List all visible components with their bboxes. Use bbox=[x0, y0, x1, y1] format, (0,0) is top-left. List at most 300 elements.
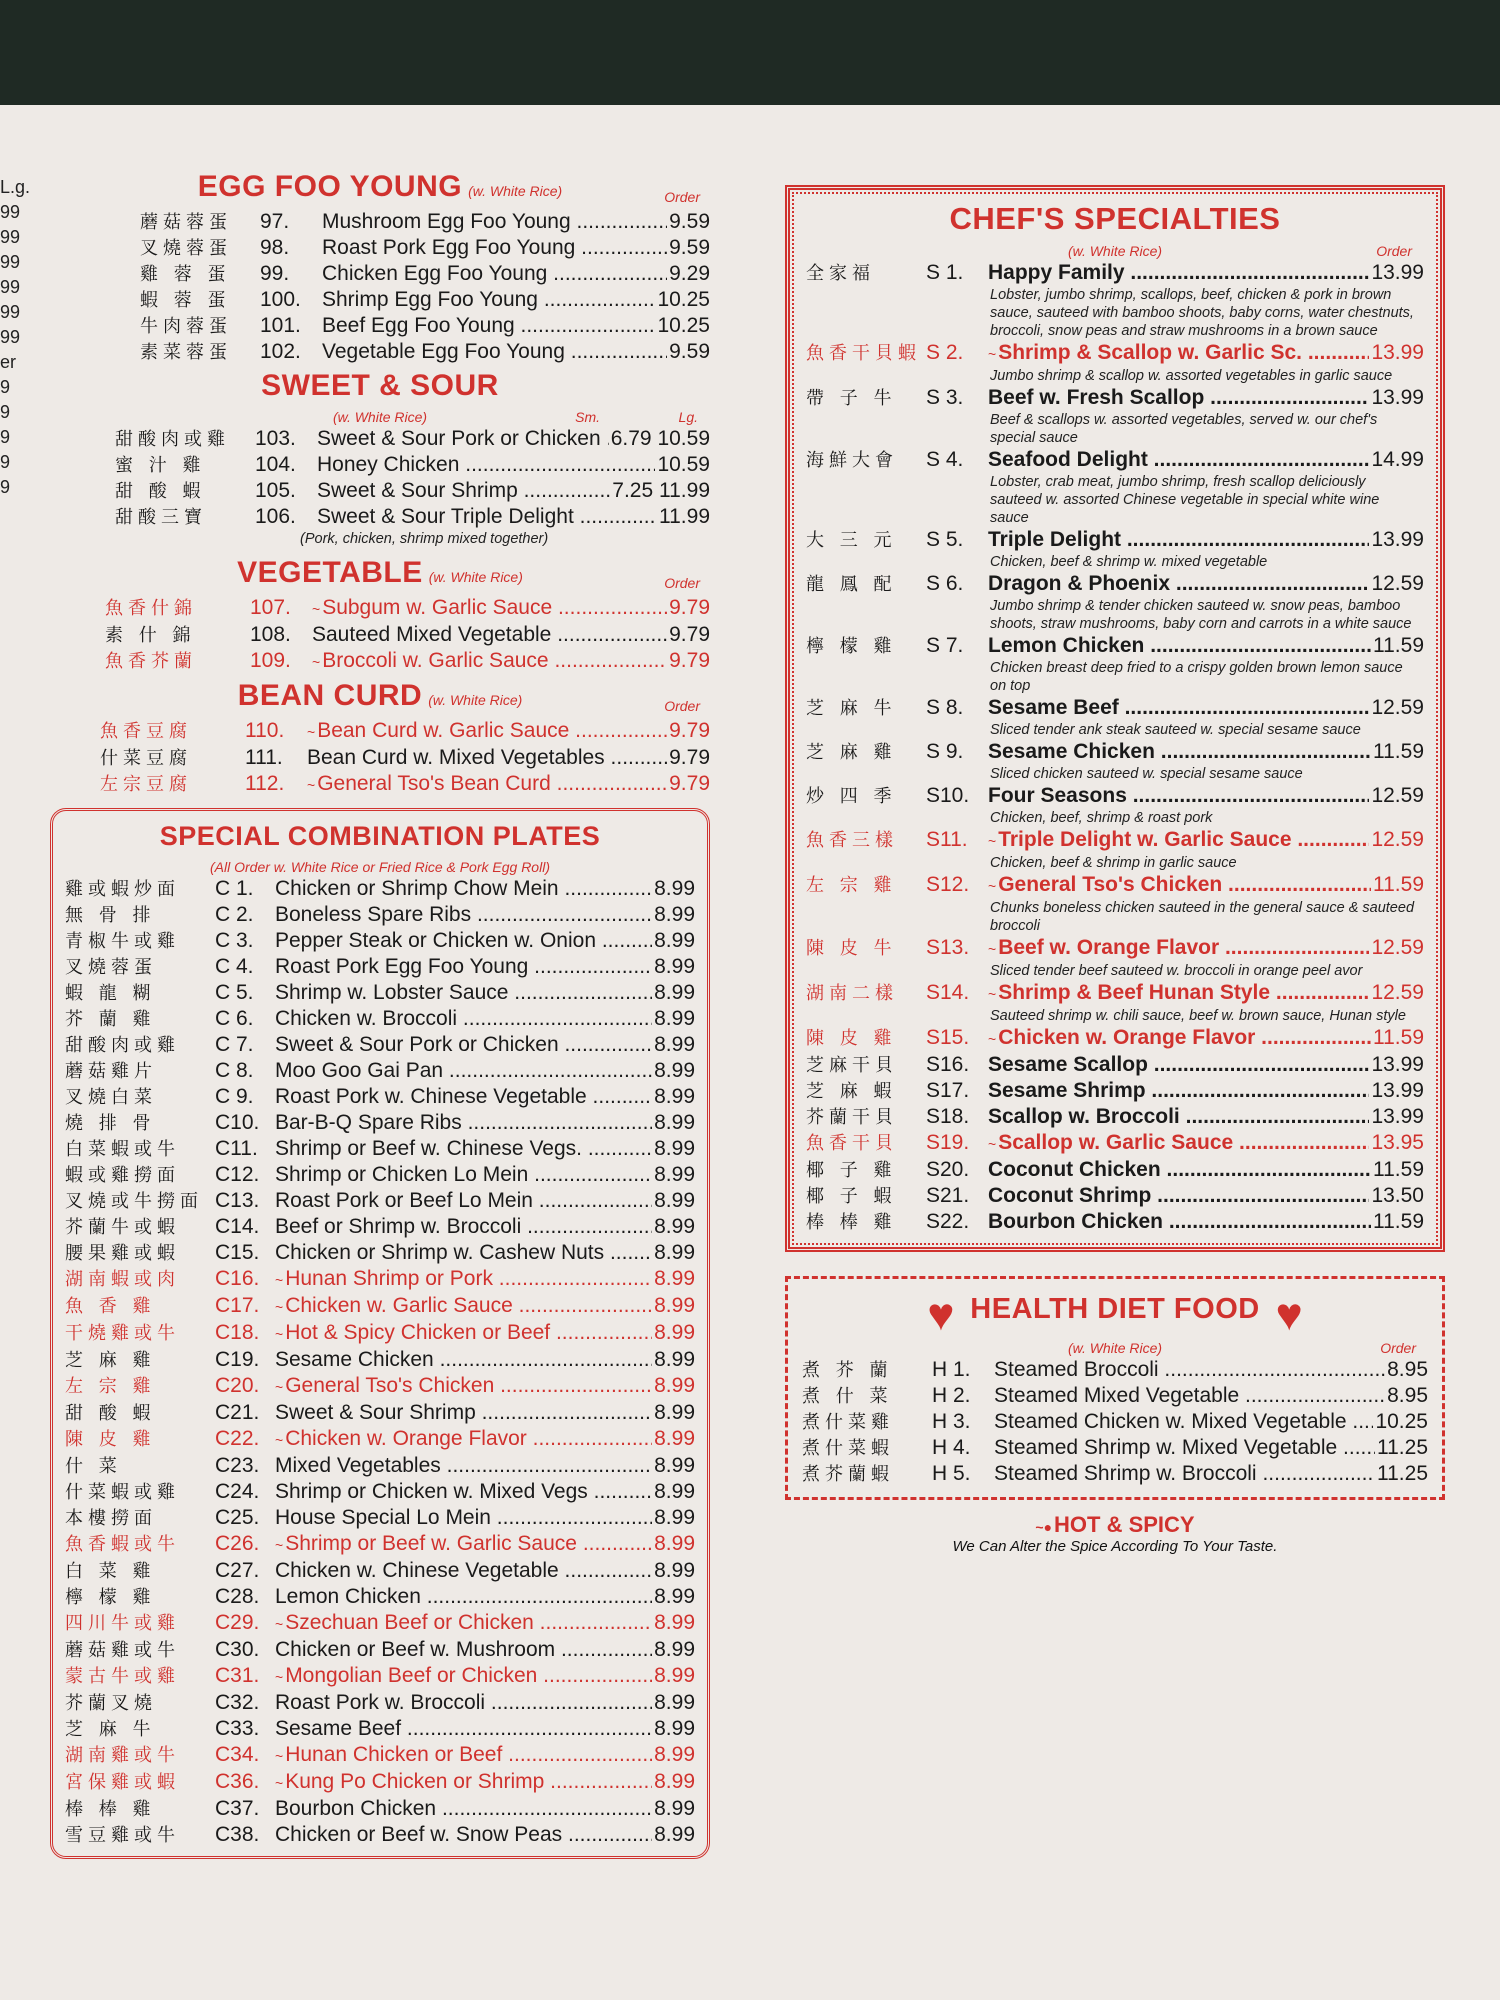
chinese-name: 無 骨 排 bbox=[65, 905, 156, 926]
chinese-name: 素菜蓉蛋 bbox=[140, 342, 232, 363]
vegetable-header bbox=[50, 556, 710, 595]
item-price: 8.99 bbox=[654, 1823, 695, 1846]
item-price: 13.99 bbox=[1371, 528, 1424, 551]
item-price: 12.59 bbox=[1371, 784, 1424, 807]
item-code: 109. bbox=[250, 649, 291, 672]
item-description: Chicken, beef & shrimp w. mixed vegetable bbox=[990, 554, 1268, 570]
menu-item-row bbox=[65, 902, 695, 928]
menu-item-row bbox=[65, 1426, 695, 1453]
menu-item-row bbox=[140, 209, 710, 235]
item-name: Bean Curd w. Mixed Vegetables ..... bbox=[307, 745, 667, 770]
menu-item-row bbox=[65, 1769, 695, 1796]
item-price: 8.99 bbox=[654, 955, 695, 978]
item-name: Roast Pork Egg Foo Young ..... bbox=[322, 235, 667, 260]
chinese-name: 燒 排 骨 bbox=[65, 1113, 156, 1134]
item-code: S 4. bbox=[926, 448, 964, 471]
item-code: C 9. bbox=[215, 1085, 254, 1108]
health-header bbox=[802, 1289, 1428, 1339]
item-price: 8.99 bbox=[654, 1241, 695, 1264]
item-price: 8.99 bbox=[654, 1506, 695, 1529]
item-description: Lobster, jumbo shrimp, scallops, beef, chicken & pork in brown sauce, sauteed with bamboo shoots, baby corns, water chestnuts, broccoli, snow peas and straw mushrooms in a brown sauce bbox=[990, 287, 1414, 339]
chinese-name: 陳 皮 雞 bbox=[65, 1429, 156, 1450]
menu-item-row bbox=[65, 1584, 695, 1610]
chinese-name: 芥 蘭 雞 bbox=[65, 1009, 156, 1030]
item-description: Chicken, beef, shrimp & roast pork bbox=[990, 810, 1213, 826]
menu-item-row bbox=[65, 980, 695, 1006]
item-code: H 3. bbox=[932, 1410, 971, 1433]
chinese-name: 雪豆雞或牛 bbox=[65, 1825, 180, 1846]
left-edge-partial-column bbox=[0, 175, 31, 500]
item-name: Beef Egg Foo Young ..... bbox=[322, 313, 655, 338]
menu-item-row bbox=[65, 1266, 695, 1293]
menu-item-row bbox=[65, 1690, 695, 1716]
chinese-name: 蝦 蓉 蛋 bbox=[140, 290, 231, 311]
item-price: 7.25 11.99 bbox=[612, 479, 710, 502]
item-code: S 9. bbox=[926, 740, 964, 763]
item-price: 9.79 bbox=[669, 649, 710, 672]
item-price: 11.99 bbox=[659, 505, 710, 528]
partial-price: 99 bbox=[0, 252, 21, 272]
item-price: 8.99 bbox=[654, 1007, 695, 1030]
item-description: Chunks boneless chicken sauteed in the general sauce & sauteed broccoli bbox=[990, 900, 1415, 934]
spice-footer bbox=[785, 1512, 1445, 1555]
chinese-name: 什菜蝦或雞 bbox=[65, 1482, 180, 1503]
menu-item-row bbox=[806, 1052, 1424, 1078]
menu-item-row bbox=[65, 1742, 695, 1769]
item-name: Steamed Shrimp w. Mixed Vegetable ..... bbox=[994, 1435, 1375, 1460]
item-name: Chicken w. Orange Flavor ..... bbox=[285, 1426, 652, 1451]
chinese-name: 本樓撈面 bbox=[65, 1508, 157, 1529]
item-price: 9.59 bbox=[669, 210, 710, 233]
partial-price: 99 bbox=[0, 277, 21, 297]
chinese-name: 陳 皮 雞 bbox=[806, 1028, 897, 1049]
item-name: Beef or Shrimp w. Broccoli ..... bbox=[275, 1214, 652, 1239]
item-code: C31. bbox=[215, 1664, 260, 1687]
item-name: Chicken w. Garlic Sauce ..... bbox=[285, 1293, 652, 1318]
item-price: 11.25 bbox=[1377, 1436, 1428, 1459]
item-code: C27. bbox=[215, 1559, 260, 1582]
item-price: 9.79 bbox=[669, 719, 710, 742]
chinese-name: 白菜蝦或牛 bbox=[65, 1139, 180, 1160]
item-name: Szechuan Beef or Chicken ..... bbox=[285, 1610, 652, 1635]
menu-item-row bbox=[806, 695, 1424, 721]
item-code: S15. bbox=[926, 1026, 970, 1049]
hot-pepper-icon: ~ bbox=[988, 1031, 997, 1047]
item-name: Roast Pork w. Broccoli ..... bbox=[275, 1690, 652, 1715]
menu-item-row bbox=[65, 1716, 695, 1742]
item-name: Chicken w. Orange Flavor ..... bbox=[998, 1025, 1371, 1050]
order-label: Order bbox=[664, 698, 700, 714]
item-price: 13.99 bbox=[1371, 386, 1424, 409]
section-note: (w. White Rice) bbox=[428, 692, 523, 708]
hot-pepper-icon: ~ bbox=[988, 878, 997, 894]
chinese-name: 甜酸肉或雞 bbox=[65, 1035, 180, 1056]
menu-item-row bbox=[140, 313, 710, 339]
item-name: Chicken w. Chinese Vegetable ..... bbox=[275, 1558, 652, 1583]
chinese-name: 芝麻干貝 bbox=[806, 1055, 898, 1076]
chinese-name: 牛肉蓉蛋 bbox=[140, 316, 232, 337]
item-price: 11.59 bbox=[1373, 873, 1424, 896]
item-code: 104. bbox=[255, 453, 296, 476]
chinese-name: 雞 蓉 蛋 bbox=[140, 264, 231, 285]
order-label: Order bbox=[1380, 1340, 1416, 1356]
chinese-name: 甜 酸 蝦 bbox=[115, 481, 206, 502]
item-price: 9.79 bbox=[669, 623, 710, 646]
item-name: Steamed Shrimp w. Broccoli ..... bbox=[994, 1461, 1375, 1486]
chefs-subheader bbox=[806, 242, 1424, 260]
menu-item-row bbox=[105, 595, 710, 622]
health-subheader bbox=[802, 1339, 1428, 1357]
menu-item-row bbox=[806, 1104, 1424, 1130]
large-label: Lg. bbox=[678, 409, 698, 425]
item-price: 9.59 bbox=[669, 340, 710, 363]
hot-pepper-icon: ~ bbox=[988, 986, 997, 1002]
section-note: (w. White Rice) bbox=[1067, 243, 1163, 259]
chinese-name: 蘑菇蓉蛋 bbox=[140, 212, 232, 233]
item-name: Moo Goo Gai Pan ..... bbox=[275, 1058, 652, 1083]
item-price: 9.79 bbox=[669, 596, 710, 619]
sweet-sour-header bbox=[50, 369, 710, 408]
section-title: BEAN CURD bbox=[237, 679, 423, 712]
item-name: Sweet & Sour Pork or Chicken ..... bbox=[317, 426, 609, 451]
item-code: 106. bbox=[255, 505, 296, 528]
item-price: 8.99 bbox=[654, 929, 695, 952]
item-price: 9.59 bbox=[669, 236, 710, 259]
item-name: Triple Delight w. Garlic Sauce ..... bbox=[998, 827, 1369, 852]
chinese-name: 湖南雞或牛 bbox=[65, 1745, 180, 1766]
menu-item-row bbox=[806, 1025, 1424, 1052]
menu-item-row bbox=[806, 1130, 1424, 1157]
item-code: C20. bbox=[215, 1374, 260, 1397]
item-code: H 5. bbox=[932, 1462, 971, 1485]
combination-header bbox=[65, 819, 695, 858]
item-code: S11. bbox=[926, 828, 968, 851]
item-code: C 2. bbox=[215, 903, 254, 926]
item-code: 103. bbox=[255, 427, 296, 450]
chinese-name: 魚香干貝蝦 bbox=[806, 343, 921, 364]
chinese-name: 芥蘭干貝 bbox=[806, 1107, 898, 1128]
chinese-name: 甜酸肉或雞 bbox=[115, 429, 230, 450]
chinese-name: 素 什 錦 bbox=[105, 625, 196, 646]
chinese-name: 湖南二樣 bbox=[806, 983, 898, 1004]
item-name: Hunan Shrimp or Pork ..... bbox=[285, 1266, 652, 1291]
menu-item-row bbox=[65, 1610, 695, 1637]
chinese-name: 什菜豆腐 bbox=[100, 748, 192, 769]
item-name: Honey Chicken ..... bbox=[317, 452, 655, 477]
chinese-name: 白 菜 雞 bbox=[65, 1561, 156, 1582]
menu-item-row bbox=[65, 1188, 695, 1214]
item-description: Beef & scallops w. assorted vegetables, served w. our chef's special sauce bbox=[990, 412, 1378, 446]
chinese-name: 煮 什 菜 bbox=[802, 1386, 893, 1407]
item-code: C 5. bbox=[215, 981, 254, 1004]
menu-item-row bbox=[65, 1822, 695, 1848]
section-note: (w. White Rice) bbox=[428, 569, 523, 585]
item-price: 8.99 bbox=[654, 1664, 695, 1687]
egg-foo-young-list bbox=[50, 209, 710, 365]
item-name: Scallop w. Broccoli ..... bbox=[988, 1104, 1369, 1129]
menu-page bbox=[0, 105, 1500, 2000]
chinese-name: 雞或蝦炒面 bbox=[65, 879, 180, 900]
item-name: Mushroom Egg Foo Young ..... bbox=[322, 209, 667, 234]
item-price: 8.95 bbox=[1387, 1358, 1428, 1381]
item-code: C25. bbox=[215, 1506, 260, 1529]
item-name: Shrimp Egg Foo Young ..... bbox=[322, 287, 655, 312]
partial-price: 99 bbox=[0, 302, 21, 322]
bean-curd-header bbox=[50, 679, 710, 718]
menu-item-row bbox=[802, 1435, 1428, 1461]
item-code: S 1. bbox=[926, 261, 964, 284]
section-note: (w. White Rice) bbox=[332, 409, 428, 425]
item-code: C13. bbox=[215, 1189, 260, 1212]
menu-item-row bbox=[65, 954, 695, 980]
item-name: Sweet & Sour Pork or Chicken ..... bbox=[275, 1032, 652, 1057]
item-code: H 2. bbox=[932, 1384, 971, 1407]
menu-item-row bbox=[100, 745, 710, 771]
item-code: 108. bbox=[250, 623, 291, 646]
sweet-sour-subheader bbox=[50, 408, 710, 426]
item-code: S18. bbox=[926, 1105, 970, 1128]
section-note: (w. White Rice) bbox=[468, 183, 563, 199]
item-code: S14. bbox=[926, 981, 970, 1004]
right-column bbox=[785, 185, 1445, 1555]
item-name: Coconut Shrimp ..... bbox=[988, 1183, 1369, 1208]
chinese-name: 叉燒或牛撈面 bbox=[65, 1191, 203, 1212]
item-price: 8.99 bbox=[654, 1480, 695, 1503]
item-code: S 8. bbox=[926, 696, 964, 719]
left-column bbox=[50, 170, 710, 1859]
heart-icon: ♥ bbox=[1275, 1288, 1303, 1340]
item-description: Sliced tender beef sauteed w. broccoli in orange peel avor bbox=[990, 963, 1363, 979]
chinese-name: 蝦或雞撈面 bbox=[65, 1165, 180, 1186]
item-code: 97. bbox=[260, 210, 290, 233]
item-name: Shrimp or Beef w. Garlic Sauce ..... bbox=[285, 1531, 652, 1556]
hot-pepper-icon: ~ bbox=[312, 601, 321, 617]
item-name: Shrimp & Beef Hunan Style ..... bbox=[998, 980, 1369, 1005]
item-name: Dragon & Phoenix ..... bbox=[988, 571, 1369, 596]
chinese-name: 宮保雞或蝦 bbox=[65, 1772, 180, 1793]
chinese-name: 棒 棒 雞 bbox=[806, 1212, 897, 1233]
item-price: 13.50 bbox=[1371, 1184, 1424, 1207]
item-price: 12.59 bbox=[1371, 696, 1424, 719]
item-code: C11. bbox=[215, 1137, 258, 1160]
item-name: Chicken or Shrimp w. Cashew Nuts ..... bbox=[275, 1240, 652, 1265]
item-price: 8.99 bbox=[654, 1111, 695, 1134]
order-label: Order bbox=[1376, 243, 1412, 259]
item-price: 12.59 bbox=[1371, 828, 1424, 851]
item-code: S19. bbox=[926, 1131, 970, 1154]
sweet-sour-footnote: (Pork, chicken, shrimp mixed together) bbox=[300, 531, 549, 547]
item-code: C37. bbox=[215, 1797, 260, 1820]
item-code: S 6. bbox=[926, 572, 964, 595]
item-code: S21. bbox=[926, 1184, 970, 1207]
item-name: Kung Po Chicken or Shrimp ..... bbox=[285, 1769, 652, 1794]
menu-item-row bbox=[65, 876, 695, 902]
chinese-name: 魚香豆腐 bbox=[100, 721, 192, 742]
item-name: Sesame Shrimp ..... bbox=[988, 1078, 1369, 1103]
item-name: Roast Pork Egg Foo Young ..... bbox=[275, 954, 652, 979]
spice-note: We Can Alter the Spice According To Your Taste. bbox=[952, 1538, 1278, 1555]
item-name: Four Seasons ..... bbox=[988, 783, 1369, 808]
item-name: Shrimp or Chicken w. Mixed Vegs ..... bbox=[275, 1479, 652, 1504]
item-code: 98. bbox=[260, 236, 290, 259]
item-price: 8.99 bbox=[654, 1348, 695, 1371]
item-code: C34. bbox=[215, 1743, 260, 1766]
hot-pepper-icon: ~ bbox=[988, 833, 997, 849]
item-name: Happy Family ..... bbox=[988, 260, 1369, 285]
item-price: 11.59 bbox=[1373, 1026, 1424, 1049]
chinese-name: 芥蘭叉燒 bbox=[65, 1693, 157, 1714]
chinese-name: 蘑菇雞片 bbox=[65, 1061, 157, 1082]
item-price: 13.99 bbox=[1371, 341, 1424, 364]
menu-item-row bbox=[65, 1531, 695, 1558]
menu-item-row bbox=[802, 1409, 1428, 1435]
chinese-name: 左宗豆腐 bbox=[100, 774, 192, 795]
item-code: S17. bbox=[926, 1079, 970, 1102]
item-price: 10.59 bbox=[657, 453, 710, 476]
item-price: 8.95 bbox=[1387, 1384, 1428, 1407]
item-description: Jumbo shrimp & tender chicken sauteed w. snow peas, bamboo shoots, straw mushrooms, baby corn and carrots in a white sauce bbox=[990, 598, 1412, 632]
item-name: Sesame Chicken ..... bbox=[275, 1347, 652, 1372]
item-name: Roast Pork or Beef Lo Mein ..... bbox=[275, 1188, 652, 1213]
item-name: Coconut Chicken ..... bbox=[988, 1157, 1371, 1182]
menu-item-row bbox=[65, 1162, 695, 1188]
hot-pepper-icon: ~ bbox=[275, 1616, 284, 1632]
chefs-specialties-box bbox=[785, 185, 1445, 1252]
item-code: 102. bbox=[260, 340, 301, 363]
chinese-name: 檸 檬 雞 bbox=[65, 1587, 156, 1608]
item-name: Seafood Delight ..... bbox=[988, 447, 1369, 472]
menu-item-row bbox=[65, 1293, 695, 1320]
item-code: C33. bbox=[215, 1717, 260, 1740]
chinese-name: 腰果雞或蝦 bbox=[65, 1243, 180, 1264]
menu-item-row bbox=[65, 1347, 695, 1373]
partial-price: 99 bbox=[0, 327, 21, 347]
item-price: 8.99 bbox=[654, 1137, 695, 1160]
chinese-name: 左 宗 雞 bbox=[806, 875, 897, 896]
item-name: Sauteed Mixed Vegetable ..... bbox=[312, 622, 667, 647]
chinese-name: 青椒牛或雞 bbox=[65, 931, 180, 952]
menu-item-row bbox=[65, 1320, 695, 1347]
item-code: 100. bbox=[260, 288, 301, 311]
hot-pepper-icon: ~ bbox=[275, 1537, 284, 1553]
item-code: C16. bbox=[215, 1267, 260, 1290]
item-name: Sweet & Sour Shrimp ..... bbox=[275, 1400, 652, 1425]
item-code: 110. bbox=[245, 719, 285, 742]
item-price: 8.99 bbox=[654, 1321, 695, 1344]
menu-item-row bbox=[65, 1214, 695, 1240]
menu-item-row bbox=[115, 478, 710, 504]
item-name: Bourbon Chicken ..... bbox=[988, 1209, 1371, 1234]
item-code: S 7. bbox=[926, 634, 964, 657]
item-description: Jumbo shrimp & scallop w. assorted vegetables in garlic sauce bbox=[990, 368, 1393, 384]
item-name: General Tso's Bean Curd ..... bbox=[317, 771, 667, 796]
item-name: Chicken or Shrimp Chow Mein ..... bbox=[275, 876, 652, 901]
chinese-name: 什 菜 bbox=[65, 1456, 122, 1477]
item-price: 8.99 bbox=[654, 1454, 695, 1477]
menu-item-row bbox=[806, 571, 1424, 597]
item-name: Hunan Chicken or Beef ..... bbox=[285, 1742, 652, 1767]
item-price: 8.99 bbox=[654, 1638, 695, 1661]
menu-item-row bbox=[802, 1461, 1428, 1487]
partial-price: L.g. bbox=[0, 177, 31, 197]
item-code: H 1. bbox=[932, 1358, 971, 1381]
item-description: Sliced tender ank steak sauteed w. special sesame sauce bbox=[990, 722, 1361, 738]
item-code: C 6. bbox=[215, 1007, 254, 1030]
chinese-name: 椰 子 雞 bbox=[806, 1160, 897, 1181]
item-price: 8.99 bbox=[654, 1532, 695, 1555]
item-price: 9.79 bbox=[669, 746, 710, 769]
item-price: 8.99 bbox=[654, 1294, 695, 1317]
menu-item-row bbox=[802, 1357, 1428, 1383]
menu-item-row bbox=[65, 1240, 695, 1266]
item-code: C 4. bbox=[215, 955, 254, 978]
item-name: Chicken or Beef w. Snow Peas ..... bbox=[275, 1822, 652, 1847]
item-name: Shrimp or Chicken Lo Mein ..... bbox=[275, 1162, 652, 1187]
menu-item-row bbox=[806, 1078, 1424, 1104]
item-name: Bean Curd w. Garlic Sauce ..... bbox=[317, 718, 667, 743]
item-name: Sesame Chicken ..... bbox=[988, 739, 1371, 764]
item-price: 8.99 bbox=[654, 1743, 695, 1766]
chinese-name: 炒 四 季 bbox=[806, 786, 897, 807]
chinese-name: 魚香芥蘭 bbox=[105, 651, 197, 672]
item-price: 8.99 bbox=[654, 1085, 695, 1108]
item-price: 8.99 bbox=[654, 981, 695, 1004]
item-code: C17. bbox=[215, 1294, 260, 1317]
menu-item-row bbox=[115, 452, 710, 478]
item-code: S13. bbox=[926, 936, 970, 959]
chinese-name: 芝 麻 雞 bbox=[65, 1350, 156, 1371]
menu-item-row bbox=[65, 1637, 695, 1663]
hot-pepper-icon: ~ bbox=[307, 777, 316, 793]
item-name: Broccoli w. Garlic Sauce ..... bbox=[322, 648, 667, 673]
bean-curd-list bbox=[50, 718, 710, 798]
chinese-name: 魚香三樣 bbox=[806, 830, 898, 851]
combination-list bbox=[65, 876, 695, 1848]
item-name: Chicken or Beef w. Mushroom ..... bbox=[275, 1637, 652, 1662]
item-name: Boneless Spare Ribs ..... bbox=[275, 902, 652, 927]
item-name: Subgum w. Garlic Sauce ..... bbox=[322, 595, 667, 620]
hot-pepper-icon: ~ bbox=[275, 1272, 284, 1288]
order-label: Order bbox=[664, 189, 700, 205]
menu-item-row bbox=[65, 1663, 695, 1690]
item-name: House Special Lo Mein ..... bbox=[275, 1505, 652, 1530]
partial-price: 99 bbox=[0, 227, 21, 247]
item-price: 13.99 bbox=[1371, 261, 1424, 284]
item-price: 10.25 bbox=[657, 314, 710, 337]
item-code: S20. bbox=[926, 1158, 970, 1181]
menu-item-row bbox=[140, 339, 710, 365]
item-code: 107. bbox=[250, 596, 291, 619]
section-title: CHEF'S SPECIALTIES bbox=[949, 201, 1281, 236]
menu-item-row bbox=[65, 1032, 695, 1058]
sweet-sour-list bbox=[50, 426, 710, 530]
item-code: S 2. bbox=[926, 341, 964, 364]
item-name: Lemon Chicken ..... bbox=[275, 1584, 652, 1609]
menu-item-row bbox=[65, 1505, 695, 1531]
item-code: C 1. bbox=[215, 877, 254, 900]
item-price: 11.59 bbox=[1373, 1158, 1424, 1181]
menu-item-row bbox=[806, 980, 1424, 1007]
menu-item-row bbox=[65, 1136, 695, 1162]
vegetable-list bbox=[50, 595, 710, 675]
menu-item-row bbox=[65, 1084, 695, 1110]
item-name: Chicken Egg Foo Young ..... bbox=[322, 261, 667, 286]
egg-foo-young-header bbox=[50, 170, 710, 209]
item-name: Roast Pork w. Chinese Vegetable ..... bbox=[275, 1084, 652, 1109]
item-code: C 3. bbox=[215, 929, 254, 952]
menu-item-row bbox=[806, 1209, 1424, 1235]
section-title: EGG FOO YOUNG bbox=[197, 170, 463, 203]
